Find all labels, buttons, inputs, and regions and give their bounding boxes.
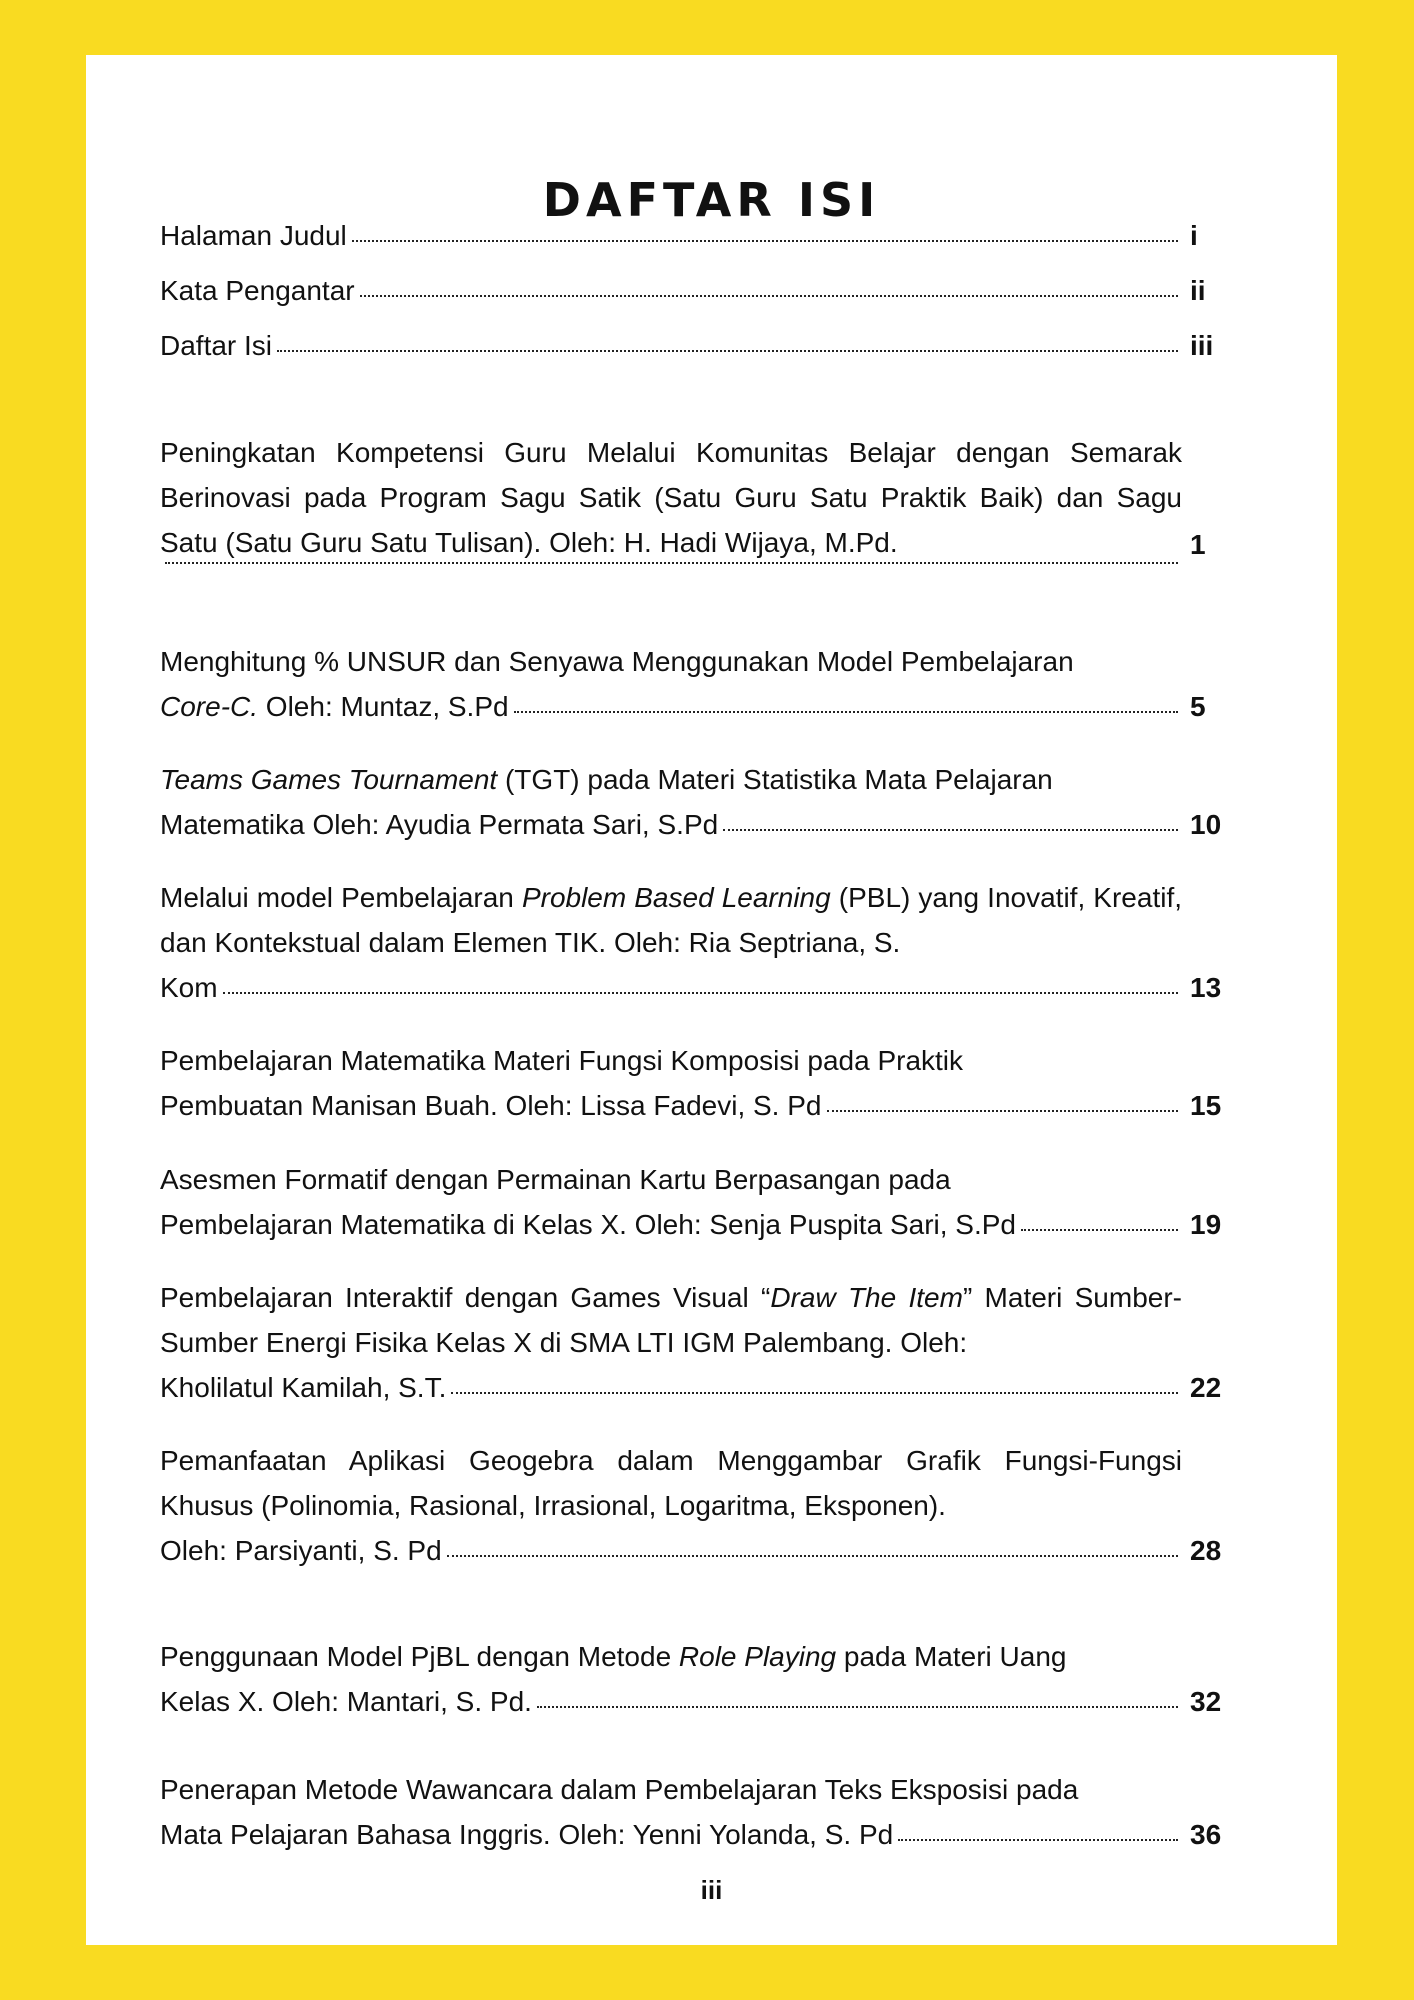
toc-entry-text-end: Kom bbox=[160, 972, 218, 1003]
toc-entry-text: Kata Pengantar bbox=[160, 275, 355, 306]
dot-leader bbox=[451, 1392, 1178, 1394]
toc-entry-text-rest: (PBL) yang Inovatif, Kreatif, dan Kontekstual dalam Elemen TIK. Oleh: Ria Septriana, S. bbox=[160, 882, 1182, 958]
toc-entry-text bbox=[160, 875, 1182, 965]
toc-entry-text bbox=[160, 1634, 1182, 1679]
italic-term: Teams Games Tournament bbox=[160, 764, 498, 795]
toc-entry-text: Daftar Isi bbox=[160, 330, 273, 361]
toc-entry-last-line bbox=[160, 684, 1182, 729]
toc-entry-text-end: Matematika Oleh: Ayudia Permata Sari, S.Pd bbox=[160, 809, 719, 840]
toc-page-number: 10 bbox=[1190, 809, 1222, 840]
dot-leader bbox=[447, 1555, 1178, 1557]
toc-entry-last-line bbox=[160, 1812, 1182, 1857]
toc-entry-text-start: Melalui model Pembelajaran bbox=[160, 882, 522, 913]
toc-entry bbox=[160, 1634, 1240, 1724]
toc-page-number: 13 bbox=[1190, 972, 1222, 1003]
toc-entry bbox=[160, 1438, 1240, 1573]
dot-leader bbox=[223, 992, 1178, 994]
dot-leader bbox=[898, 1839, 1178, 1841]
toc-entry-text: Halaman Judul bbox=[160, 220, 347, 251]
toc-page-number: 36 bbox=[1190, 1819, 1222, 1850]
toc-entry bbox=[160, 639, 1240, 729]
toc-entry-text-end: Pembuatan Manisan Buah. Oleh: Lissa Fadevi, S. Pd bbox=[160, 1090, 822, 1121]
toc-entry-text bbox=[160, 1275, 1182, 1365]
toc-entry-text-rest: pada Materi Uang bbox=[836, 1641, 1067, 1672]
toc-entry-last-line bbox=[160, 268, 1182, 313]
toc-entry-last-line bbox=[160, 213, 1182, 258]
toc-entry-text-end: Pembelajaran Matematika di Kelas X. Oleh: Senja Puspita Sari, S.Pd bbox=[160, 1209, 1016, 1240]
toc-page-number: iii bbox=[1190, 330, 1214, 361]
toc-entry-text bbox=[160, 757, 1182, 802]
page-title: DAFTAR ISI bbox=[542, 173, 881, 227]
toc-entry-text: Pembelajaran Matematika Materi Fungsi Komposisi pada Praktik bbox=[160, 1045, 964, 1076]
italic-term: Draw The Item bbox=[770, 1282, 963, 1313]
toc-entry-last-line bbox=[160, 323, 1182, 368]
toc-page-number: ii bbox=[1190, 275, 1206, 306]
italic-term: Core-C. bbox=[160, 691, 259, 722]
document-page bbox=[86, 55, 1337, 1945]
page-number-footer: iii bbox=[700, 1875, 723, 1905]
toc-entry-text: Pemanfaatan Aplikasi Geogebra dalam Menggambar Grafik Fungsi-Fungsi Khusus (Polinomia, Rasional, Irrasional, Logaritma, Eksponen). bbox=[160, 1445, 1182, 1521]
toc-entry bbox=[160, 1038, 1240, 1128]
toc-entry-text: Menghitung % UNSUR dan Senyawa Menggunakan Model Pembelajaran bbox=[160, 646, 1074, 677]
toc-entry-text-rest: ” Materi Sumber-Sumber Energi Fisika Kelas X di SMA LTI IGM Palembang. Oleh: bbox=[160, 1282, 1182, 1358]
toc-entry-author: Oleh: Muntaz, S.Pd bbox=[258, 691, 509, 722]
dot-leader bbox=[723, 829, 1178, 831]
toc-page-number: i bbox=[1190, 220, 1198, 251]
toc-entry-text-start: Pembelajaran Interaktif dengan Games Visual “ bbox=[160, 1282, 771, 1313]
toc-entry-last-line bbox=[160, 1365, 1182, 1410]
italic-term: Role Playing bbox=[678, 1641, 837, 1672]
toc-entry bbox=[160, 1275, 1240, 1410]
dot-leader bbox=[514, 711, 1178, 713]
dot-leader bbox=[537, 1706, 1178, 1708]
toc-page-number: 22 bbox=[1190, 1372, 1222, 1403]
toc-entry-text-start: Penggunaan Model PjBL dengan Metode bbox=[160, 1641, 679, 1672]
dot-leader bbox=[277, 350, 1178, 352]
toc-entry-text-end: Kholilatul Kamilah, S.T. bbox=[160, 1372, 447, 1403]
toc-entry-last-line bbox=[160, 565, 1182, 567]
dot-leader bbox=[352, 240, 1178, 242]
toc-entry bbox=[160, 1767, 1240, 1857]
toc-entry-last-line bbox=[160, 1083, 1182, 1128]
dot-leader bbox=[165, 562, 1178, 564]
toc-entry-last-line bbox=[160, 1679, 1182, 1724]
dot-leader bbox=[360, 295, 1178, 297]
dot-leader bbox=[1021, 1229, 1178, 1231]
toc-entry bbox=[160, 323, 1240, 368]
toc-entry bbox=[160, 213, 1240, 258]
toc-entry-text: Penerapan Metode Wawancara dalam Pembelajaran Teks Eksposisi pada bbox=[160, 1774, 1079, 1805]
toc-entry bbox=[160, 757, 1240, 847]
toc-page-number: 32 bbox=[1190, 1686, 1222, 1717]
toc-page-number: 28 bbox=[1190, 1535, 1222, 1566]
toc-entry-text-end: Mata Pelajaran Bahasa Inggris. Oleh: Yenni Yolanda, S. Pd bbox=[160, 1819, 894, 1850]
toc-entry bbox=[160, 875, 1240, 1010]
toc-page-number: 19 bbox=[1190, 1209, 1222, 1240]
toc-page-number: 5 bbox=[1190, 691, 1206, 722]
toc-page-number: 15 bbox=[1190, 1090, 1222, 1121]
toc-entry-text: Peningkatan Kompetensi Guru Melalui Komunitas Belajar dengan Semarak Berinovasi pada Program Sagu Satik (Satu Guru Satu Praktik Baik) dan Sagu Satu (Satu Guru Satu Tulisan). Oleh: H. Hadi Wijaya, M.Pd. bbox=[160, 437, 1182, 558]
toc-entry-text-rest: (TGT) pada Materi Statistika Mata Pelajaran bbox=[497, 764, 1053, 795]
toc-entry bbox=[160, 1157, 1240, 1247]
toc-entry-last-line bbox=[160, 965, 1182, 1010]
toc-entry-last-line bbox=[160, 1202, 1182, 1247]
toc-entry bbox=[160, 430, 1240, 567]
toc-entry-last-line bbox=[160, 1528, 1182, 1573]
toc-page-number: 1 bbox=[1190, 529, 1206, 560]
toc-entry bbox=[160, 268, 1240, 313]
toc-entry-last-line bbox=[160, 802, 1182, 847]
toc-entry-text-end bbox=[160, 684, 509, 729]
toc-entry-text-end: Oleh: Parsiyanti, S. Pd bbox=[160, 1535, 442, 1566]
italic-term: Problem Based Learning bbox=[521, 882, 831, 913]
toc-entry-text-end: Kelas X. Oleh: Mantari, S. Pd. bbox=[160, 1686, 532, 1717]
dot-leader bbox=[827, 1110, 1179, 1112]
toc-entry-text: Asesmen Formatif dengan Permainan Kartu Berpasangan pada bbox=[160, 1164, 951, 1195]
